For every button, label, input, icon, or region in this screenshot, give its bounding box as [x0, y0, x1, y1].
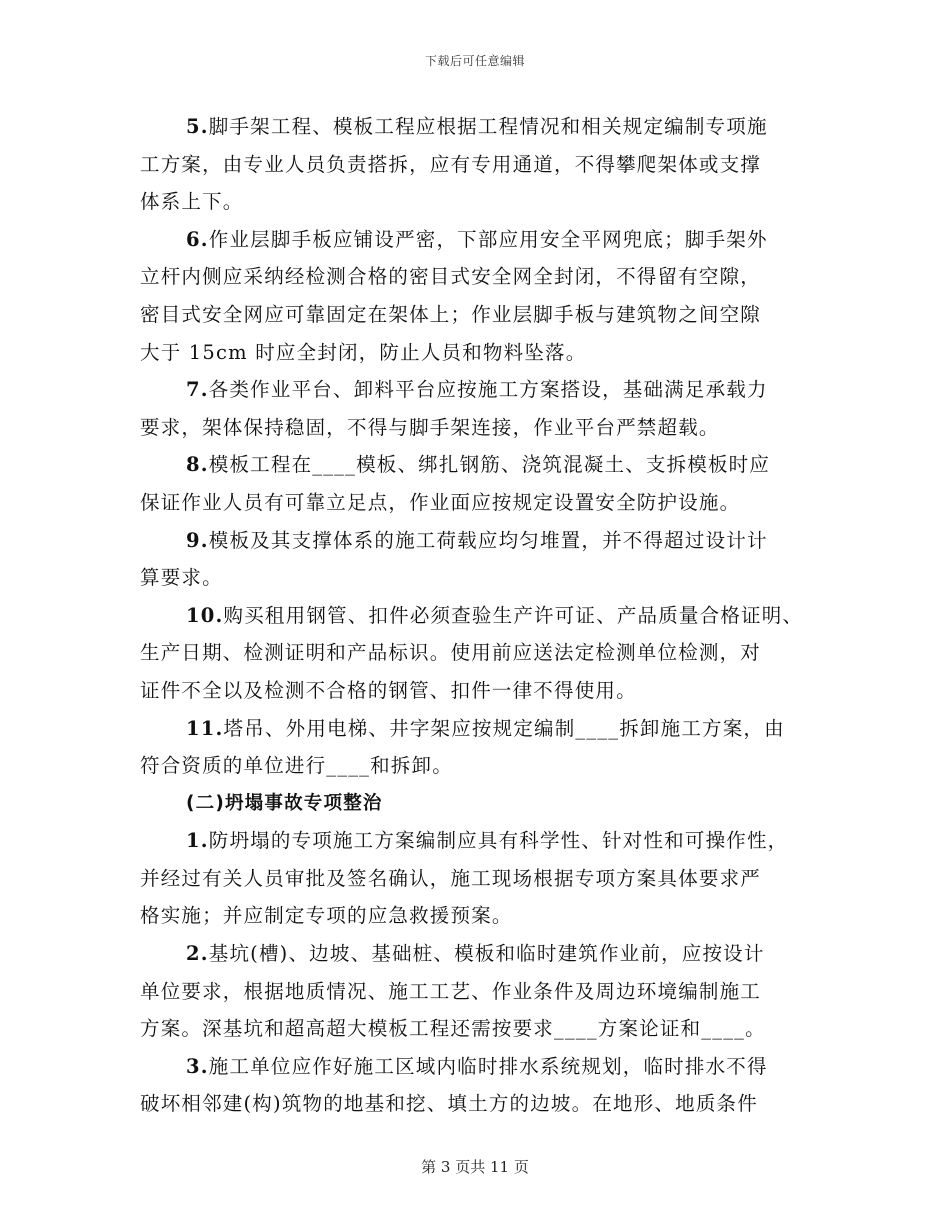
text-line: 并经过有关人员审批及签名确认，施工现场根据专项方案具体要求严	[140, 866, 762, 890]
item-number: 11.	[186, 716, 224, 740]
page-header: 下载后可任意编辑	[424, 54, 525, 68]
list-item	[140, 522, 820, 597]
list-item	[140, 1048, 820, 1123]
text-line: 密目式安全网应可靠固定在架体上；作业层脚手板与建筑物之间空隙	[140, 302, 762, 326]
list-item	[140, 446, 820, 521]
item-number: 8.	[186, 453, 209, 477]
text-line: 破坏相邻建(构)筑物的地基和挖、填土方的边坡。在地形、地质条件	[140, 1092, 758, 1116]
text-line: 算要求。	[140, 566, 223, 590]
item-number: 10.	[186, 603, 224, 627]
item-number: 9.	[186, 528, 209, 552]
item-number: 7.	[186, 378, 209, 402]
item-number: 5.	[186, 115, 209, 138]
page-footer: 第 3 页共 11 页	[421, 1158, 529, 1176]
item-number: 3.	[186, 1054, 209, 1078]
text-line: 2.基坑(槽)、边坡、基础桩、模板和临时建筑作业前，应按设计	[186, 942, 765, 966]
text-line: 立杆内侧应采纳经检测合格的密目式安全网全封闭，不得留有空隙，	[140, 265, 762, 289]
text-line: 要求，架体保持稳固，不得与脚手架连接，作业平台严禁超载。	[140, 415, 720, 439]
item-number: 1.	[186, 829, 209, 853]
text-line: 7.各类作业平台、卸料平台应按施工方案搭设，基础满足承载力	[186, 378, 768, 402]
list-item	[140, 935, 820, 1048]
text-line: 符合资质的单位进行____和拆卸。	[140, 754, 453, 778]
text-line: 1.防坍塌的专项施工方案编制应具有科学性、针对性和可操作性，	[186, 829, 789, 853]
text-line: 8.模板工程在____模板、绑扎钢筋、浇筑混凝土、支拆模板时应	[186, 453, 771, 477]
text-line: 6.作业层脚手板应铺设严密，下部应用安全平网兜底；脚手架外	[186, 227, 768, 251]
list-item	[140, 221, 820, 371]
text-line: 大于 15cm 时应全封闭，防止人员和物料坠落。	[140, 340, 587, 364]
text-line: 保证作业人员有可靠立足点，作业面应按规定设置安全防护设施。	[140, 490, 741, 514]
text-line: 体系上下。	[140, 190, 244, 214]
list-item	[140, 710, 820, 785]
list-item	[140, 822, 820, 935]
section-heading: (二)坍塌事故专项整治	[186, 792, 383, 814]
item-number: 6.	[186, 227, 209, 251]
text-line: 方案。深基坑和超高超大模板工程还需按要求____方案论证和____。	[140, 1017, 766, 1041]
document-body	[140, 108, 820, 1123]
text-line: 单位要求，根据地质情况、施工工艺、作业条件及周边环境编制施工	[140, 979, 762, 1003]
text-line: 11.塔吊、外用电梯、井字架应按规定编制____拆卸施工方案，由	[186, 716, 785, 740]
text-line: 5.脚手架工程、模板工程应根据工程情况和相关规定编制专项施	[186, 115, 768, 138]
list-item	[140, 597, 820, 710]
text-line: 工方案，由专业人员负责搭拆，应有专用通道，不得攀爬架体或支撑	[140, 152, 762, 176]
text-line: 10.购买租用钢管、扣件必须查验生产许可证、产品质量合格证明、	[186, 603, 804, 627]
text-line: 3.施工单位应作好施工区域内临时排水系统规划，临时排水不得	[186, 1054, 768, 1078]
text-line: 生产日期、检测证明和产品标识。使用前应送法定检测单位检测，对	[140, 641, 762, 665]
text-line: 格实施；并应制定专项的应急救援预案。	[140, 904, 513, 928]
text-line: 证件不全以及检测不合格的钢管、扣件一律不得使用。	[140, 678, 637, 702]
text-line: 9.模板及其支撑体系的施工荷载应均匀堆置，并不得超过设计计	[186, 528, 768, 552]
list-item	[140, 108, 820, 221]
list-item	[140, 371, 820, 446]
item-number: 2.	[186, 942, 209, 966]
